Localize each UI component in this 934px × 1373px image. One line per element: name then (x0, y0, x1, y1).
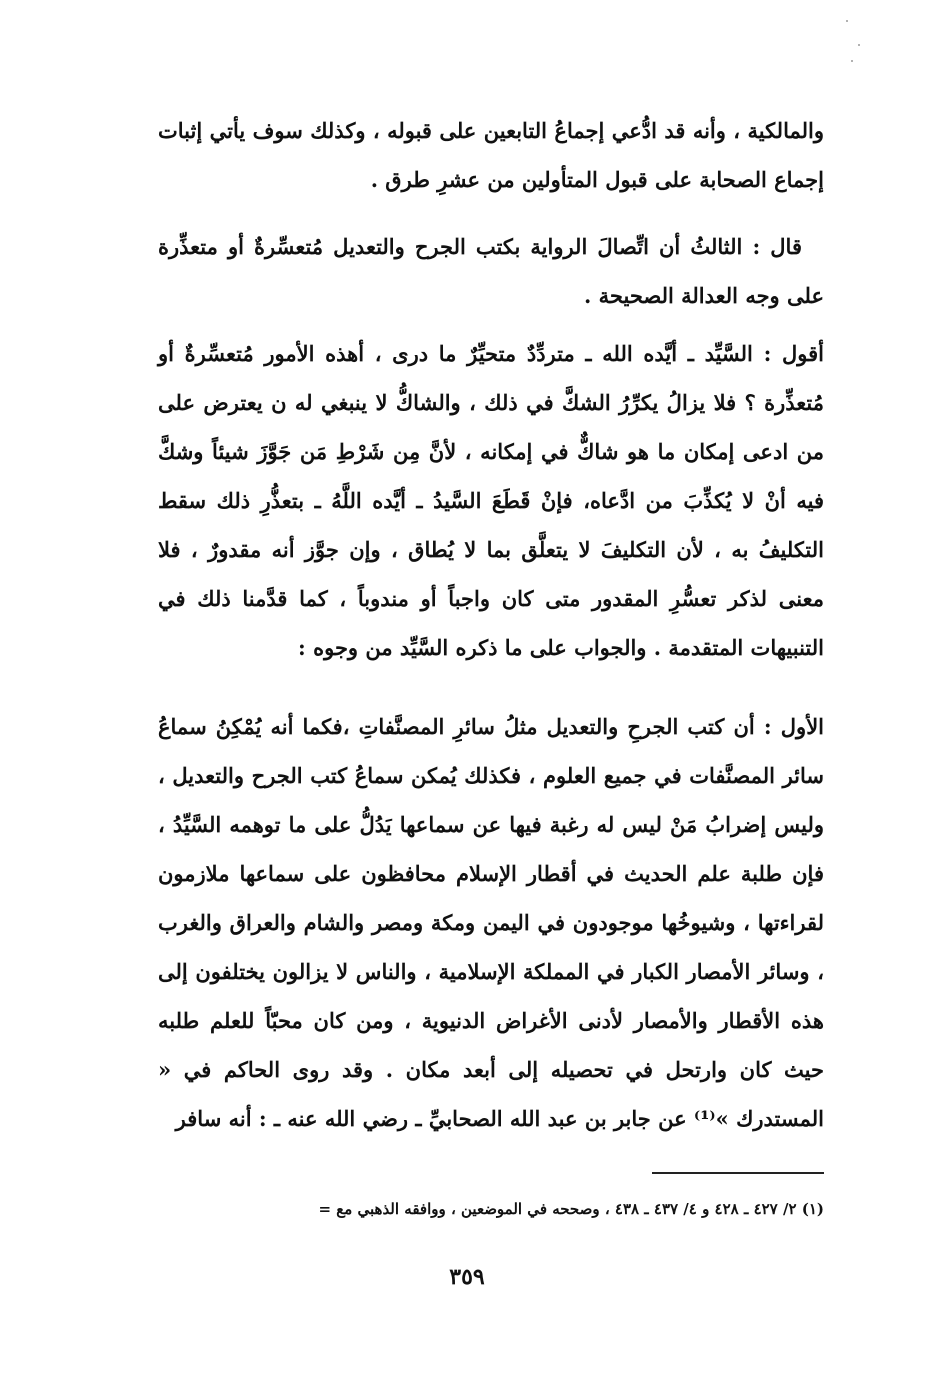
paragraph-aqulu (158, 329, 824, 672)
paragraph-first-point-text: أن كتب الجرحِ والتعديل مثلُ سائرِ المصنَّفاتِ ،فكما أنه يُمْكِنُ سماعُ سائر المصنَّفات في جميع العلوم ، فكذلك يُمكن سماعُ كتب الجرح والتعديل ، وليس إضرابُ مَنْ ليس له رغبة فيها عن سماعها يَدُلُّ على ما توهمه السَّيِّدُ ، فإن طلبة علم الحديث في أقطار الإسلام محافظون على سماعها ملازمون لقراءتها ، وشيوخُها موجودون في اليمن ومكة ومصر والشام والعراق والغرب ، وسائر الأمصار الكبار في المملكة الإسلامية ، والناس لا يزالون يختلفون إلى هذه الأقطار والأمصار لأدنى الأغراض الدنيوية ، ومن كان محبّاً للعلم طلبه حيث كان وارتحل في تحصيله إلى أبعد مكان . وقد روى الحاكم في « المستدرك »⁽¹⁾ عن جابر بن عبد الله الصحابيِّ ـ رضي الله عنه ـ : أنه سافر (158, 714, 824, 1131)
footnote (158, 1196, 824, 1222)
paragraph-intro (158, 106, 824, 204)
paragraph-aqulu-lead: أقول : (763, 341, 825, 366)
paragraph-qala-lead: قال : (752, 234, 802, 259)
paragraph-qala-text: الثالثُ أن اتِّصالَ الرواية بكتب الجرح والتعديل مُتعسِّرةٌ أو متعذِّرة على وجه العدالة الصحيحة . (158, 234, 824, 308)
paragraph-intro-text: والمالكية ، وأنه قد ادُّعي إجماعُ التابعين على قبوله ، وكذلك سوف يأتي إثبات إجماع الصحابة على قبول المتأولين من عشرِ طرق . (158, 118, 824, 192)
scan-speck (858, 44, 860, 46)
scan-speck (846, 20, 848, 22)
page-number: ٣٥٩ (449, 1264, 485, 1290)
footnote-text: (١) ٢/ ٤٢٧ ـ ٤٢٨ و ٤/ ٤٣٧ ـ ٤٣٨ ، وصححه في الموضعين ، ووافقه الذهبي مع = (318, 1200, 824, 1218)
paragraph-aqulu-text: السَّيِّد ـ أيَّده الله ـ متردِّدٌ متحيِّرٌ ما درى ، أهذه الأمور مُتعسِّرةٌ أو مُتعذِّرة ؟ فلا يزالُ يكرِّرُ الشكَّ في ذلك ، والشاكُّ لا ينبغي له ن يعترض على من ادعى إمكان ما هو شاكٌّ في إمكانه ، لأنَّ مِن شَرْطِ مَن جَوَّزَ شيئاً وشكَّ فيه أنْ لا يُكذِّبَ من ادَّعاه، فإنْ قَطَعَ السَّيدُ ـ أيَّده اللَّهُ ـ بتعذُّرِ ذلك سقط التكليفُ به ، لأن التكليفَ لا يتعلَّق بما لا يُطاق ، وإن جوَّز أنه مقدورٌ ، فلا معنى لذكر تعسُّرِ المقدور متى كان واجباً أو مندوباً ، كما قدَّمنا ذلك في التنبيهات المتقدمة . والجواب على ما ذكره السَّيِّد من وجوه : (158, 341, 825, 660)
footnote-separator (652, 1172, 824, 1174)
paragraph-qala (158, 222, 824, 320)
scan-speck (851, 60, 853, 62)
paragraph-first-point-lead: الأول : (763, 714, 825, 739)
paragraph-first-point (158, 702, 824, 1143)
